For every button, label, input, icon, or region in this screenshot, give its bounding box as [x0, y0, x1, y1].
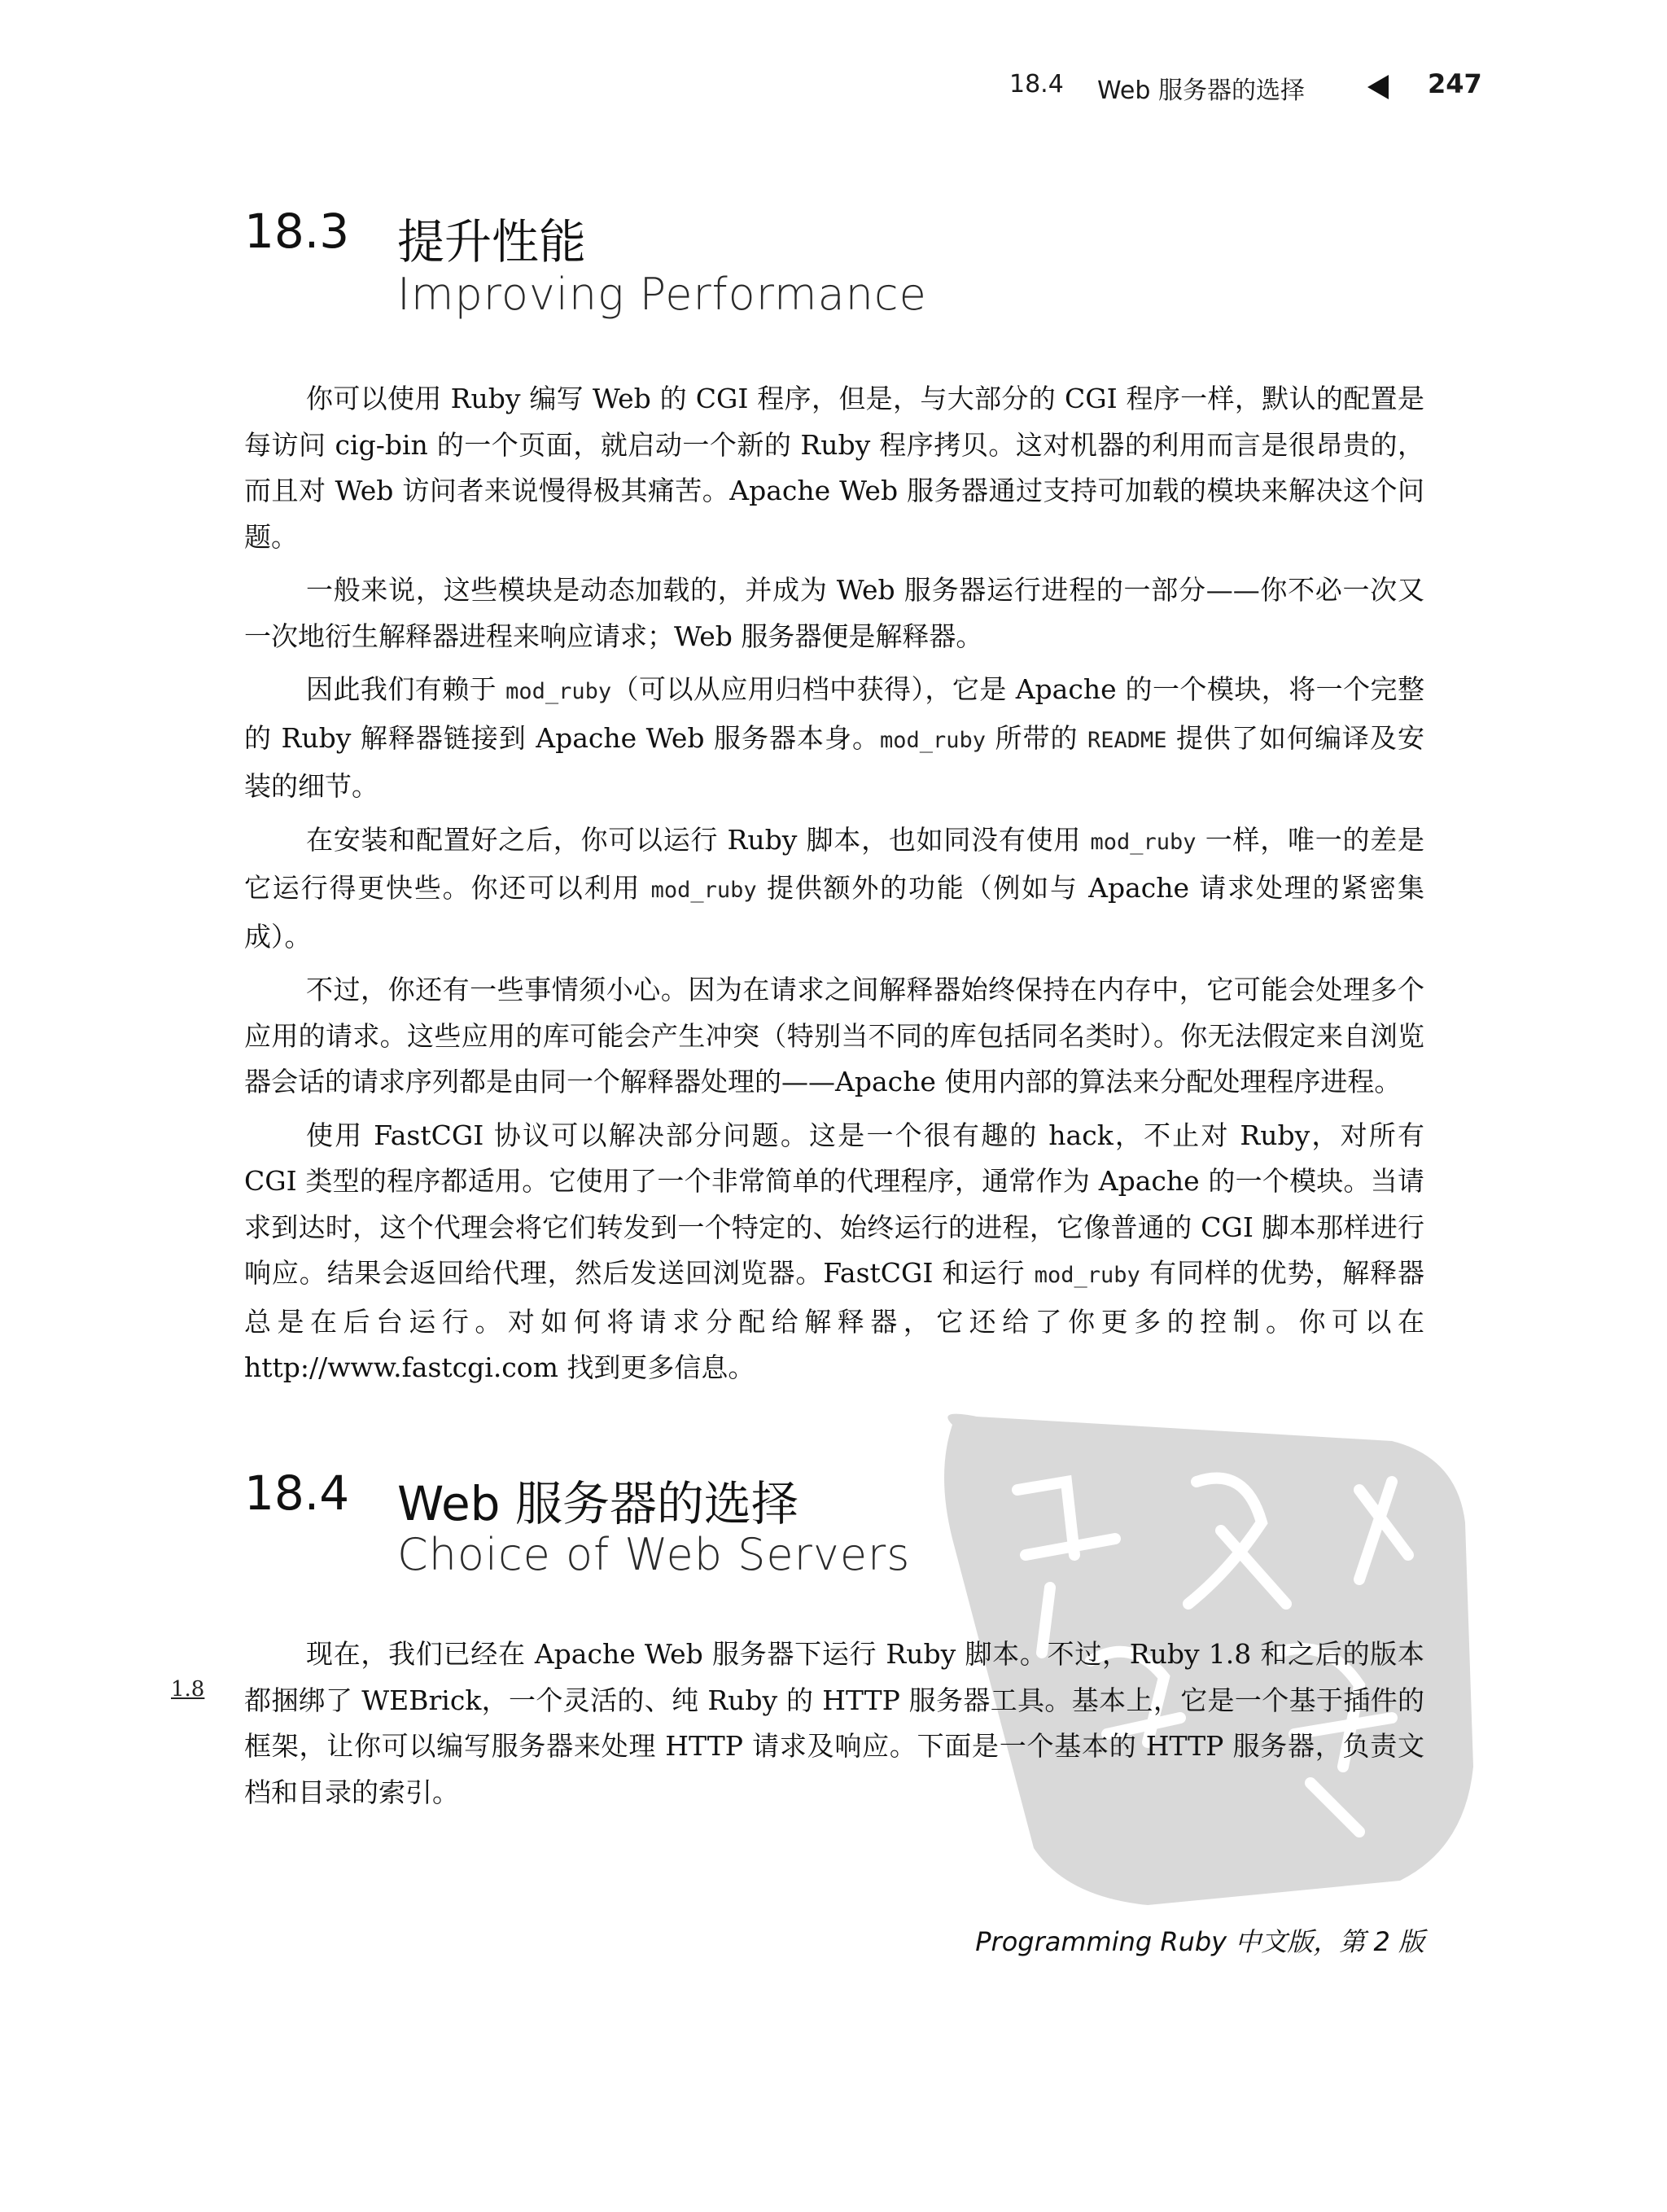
section-18-4-title-cn: Web 服务器的选择: [397, 1476, 798, 1531]
section-18-3-title-en: Improving Performance: [397, 269, 927, 320]
page-number: 247: [1428, 68, 1482, 99]
paragraph-6: [244, 1113, 1424, 1391]
code-mod-ruby: mod_ruby: [1034, 1263, 1140, 1288]
code-mod-ruby: mod_ruby: [1090, 829, 1197, 855]
section-18-4-title-en: Choice of Web Servers: [397, 1529, 911, 1580]
section-18-4-body: [244, 1632, 1424, 1823]
section-18-4-number: 18.4: [244, 1465, 350, 1521]
section-18-3-number: 18.3: [244, 204, 350, 259]
text-run: 一样，唯一的差是它运行得更快些。你还可以利用: [244, 823, 1424, 904]
text-run: 所带的: [986, 721, 1087, 754]
triangle-marker-icon: [1367, 75, 1389, 99]
text-run: （可以从应用归档中获得），它是 Apache 的一个模块，将一个完整的 Ruby 解释器链接到 Apache Web 服务器本身。: [244, 673, 1425, 754]
code-readme: README: [1087, 727, 1167, 753]
section-18-3-title-cn: 提升性能: [397, 214, 587, 269]
text-run: 提供额外的功能（例如与 Apache 请求处理的紧密集成）。: [244, 872, 1424, 953]
header-section-title: Web 服务器的选择: [1097, 77, 1305, 105]
header-section-number: 18.4: [1009, 70, 1064, 99]
code-mod-ruby: mod_ruby: [880, 727, 987, 753]
margin-version-note: 1.8: [171, 1677, 205, 1702]
paragraph-1: 你可以使用 Ruby 编写 Web 的 CGI 程序，但是，与大部分的 CGI 程序一样，默认的配置是每访问 cig-bin 的一个页面，就启动一个新的 Ruby 程序拷贝。这对机器的利用而言是很昂贵的，而且对 Web 访问者来说慢得极其痛苦。Apache Web 服务器通过支持可加载的模块来解决这个问题。: [244, 383, 1424, 553]
paragraph-18-4: 现在，我们已经在 Apache Web 服务器下运行 Ruby 脚本。不过，Ruby 1.8 和之后的版本都捆绑了 WEBrick，一个灵活的、纯 Ruby 的 HTTP 服务器工具。基本上，它是一个基于插件的框架，让你可以编写服务器来处理 HTTP 请求及响应。下面是一个基本的 HTTP 服务器，负责文档和目录的索引。: [244, 1638, 1424, 1808]
text-run: 提供了如何编译及安装的细节。: [244, 721, 1424, 802]
text-run: 有同样的优势，解释器总是在后台运行。对如何将请求分配给解释器，它还给了你更多的控制。你可以在 http://www.fastcgi.com 找到更多信息。: [244, 1257, 1424, 1383]
paragraph-2: 一般来说，这些模块是动态加载的，并成为 Web 服务器运行进程的一部分——你不必一次又一次地衍生解释器进程来响应请求；Web 服务器便是解释器。: [244, 574, 1424, 652]
paragraph-3: [244, 667, 1424, 810]
paragraph-5: 不过，你还有一些事情须小心。因为在请求之间解释器始终保持在内存中，它可能会处理多个应用的请求。这些应用的库可能会产生冲突（特别当不同的库包括同名类时）。你无法假定来自浏览器会话的请求序列都是由同一个解释器处理的——Apache 使用内部的算法来分配处理程序进程。: [244, 974, 1424, 1097]
book-footer: Programming Ruby 中文版，第 2 版: [975, 1926, 1424, 1957]
running-header: [1009, 67, 1481, 107]
section-18-3-body: [244, 376, 1424, 1399]
code-mod-ruby: mod_ruby: [505, 679, 612, 704]
paragraph-4: [244, 817, 1424, 961]
text-run: 使用 FastCGI 协议可以解决部分问题。这是一个很有趣的 hack，不止对 Ruby，对所有 CGI 类型的程序都适用。它使用了一个非常简单的代理程序，通常作为 Apache 的一个模块。当请求到达时，这个代理会将它们转发到一个特定的、始终运行的进程，它像普通的 CGI 脚本那样进行响应。结果会返回给代理，然后发送回浏览器。FastCGI 和运行: [244, 1119, 1424, 1289]
text-run: 在安装和配置好之后，你可以运行 Ruby 脚本，也如同没有使用: [306, 823, 1091, 856]
text-run: 因此我们有赖于: [306, 673, 506, 705]
code-mod-ruby: mod_ruby: [650, 878, 757, 903]
